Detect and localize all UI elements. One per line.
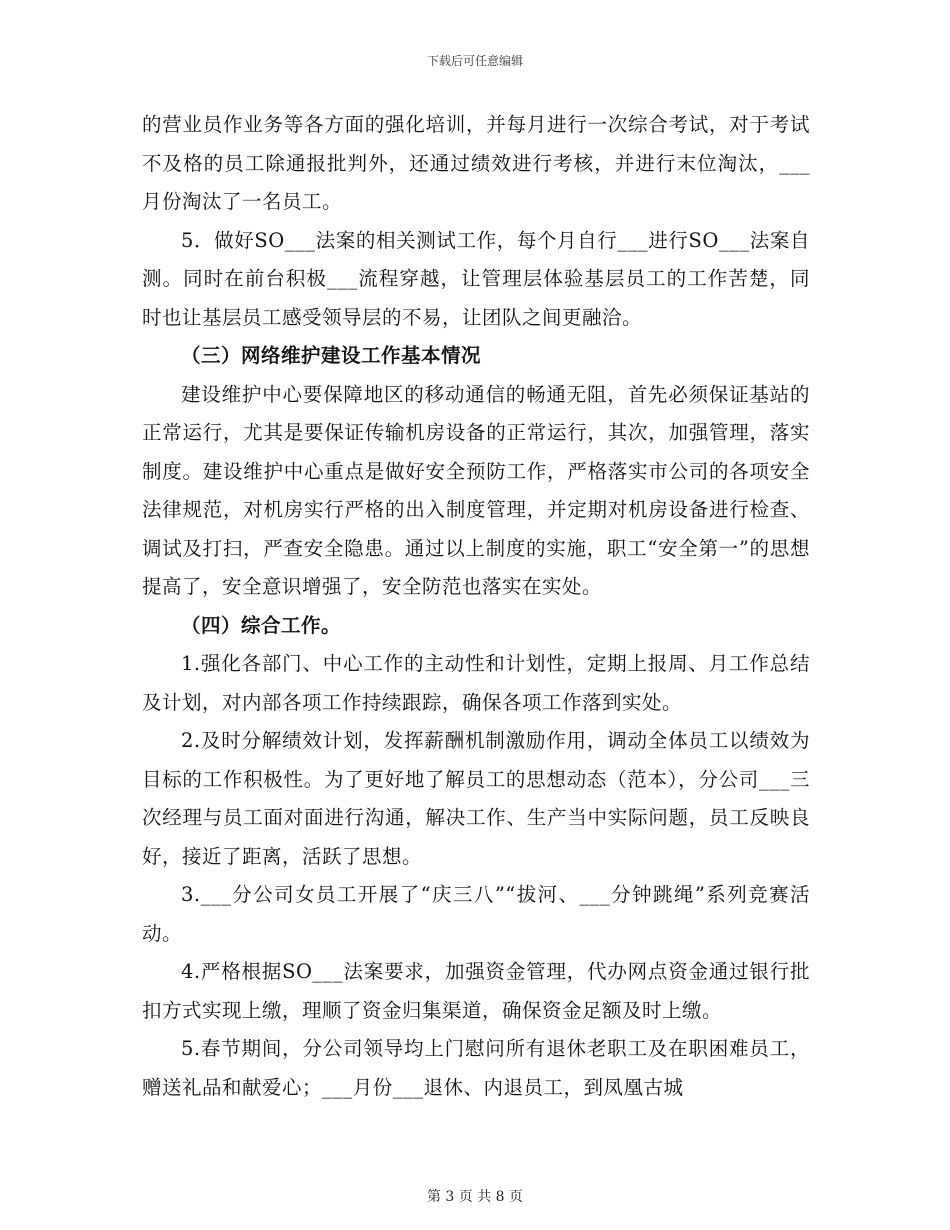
document-body xyxy=(142,106,810,1107)
list-item: 4.严格根据SO___法案要求，加强资金管理，代办网点资金通过银行批扣方式实现上缴，理顺了资金归集渠道，确保资金足额及时上缴。 xyxy=(142,960,810,1022)
paragraph: 5．做好SO___法案的相关测试工作，每个月自行___进行SO___法案自测。同时在前台积极___流程穿越，让管理层体验基层员工的工作苦楚，同时也让基层员工感受领导层的不易，让团队之间更融洽。 xyxy=(142,228,810,329)
page-header: 下载后可任意编辑 xyxy=(426,54,523,68)
section-heading: （四）综合工作。 xyxy=(181,613,342,637)
paragraph: 的营业员作业务等各方面的强化培训，并每月进行一次综合考试，对于考试不及格的员工除通报批判外，还通过绩效进行考核，并进行末位淘汰，___月份淘汰了一名员工。 xyxy=(142,113,810,213)
page-footer: 第 3 页 共 8 页 xyxy=(426,1189,524,1205)
list-item: 5.春节期间，分公司领导均上门慰问所有退休老职工及在职困难员工，赠送礼品和献爱心；___月份___退休、内退员工，到凤凰古城 xyxy=(142,1037,810,1099)
list-item: 3.___分公司女员工开展了“庆三八”“拔河、___分钟跳绳”系列竞赛活动。 xyxy=(142,883,810,945)
list-item: 2.及时分解绩效计划，发挥薪酬机制激励作用，调动全体员工以绩效为目标的工作积极性。为了更好地了解员工的思想动态（范本），分公司___三次经理与员工面对面进行沟通，解决工作、生产当中实际问题，员工反映良好，接近了距离，活跃了思想。 xyxy=(142,729,810,868)
section-heading: （三）网络维护建设工作基本情况 xyxy=(181,344,482,367)
list-item: 1.强化各部门、中心工作的主动性和计划性，定期上报周、月工作总结及计划，对内部各项工作持续跟踪，确保各项工作落到实处。 xyxy=(142,652,810,714)
paragraph: 建设维护中心要保障地区的移动通信的畅通无阻，首先必须保证基站的正常运行，尤其是要保证传输机房设备的正常运行，其次，加强管理，落实制度。建设维护中心重点是做好安全预防工作，严格落实市公司的各项安全法律规范，对机房实行严格的出入制度管理，并定期对机房设备进行检查、调试及打扫，严查安全隐患。通过以上制度的实施，职工“安全第一”的思想提高了，安全意识增强了，安全防范也落实在实处。 xyxy=(142,382,810,598)
